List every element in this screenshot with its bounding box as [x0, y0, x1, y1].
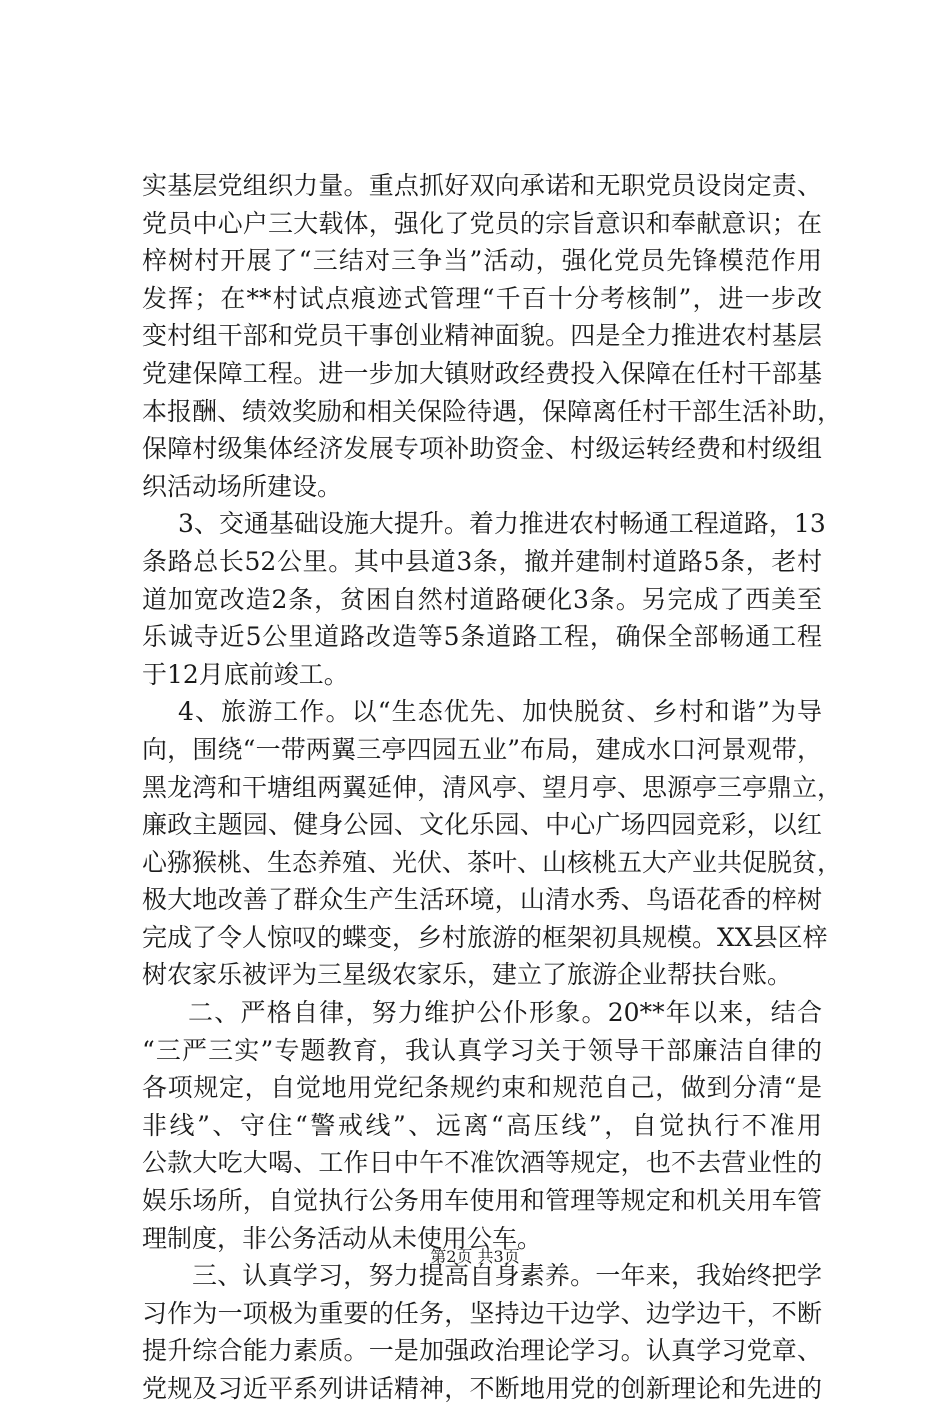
text-line: 廉政主题园、健身公园、文化乐园、中心广场四园竞彩，以红	[142, 810, 822, 840]
text-line: 梓树村开展了“三结对三争当”活动，强化党员先锋模范作用	[142, 246, 822, 276]
text-line: “三严三实”专题教育，我认真学习关于领导干部廉洁自律的	[142, 1035, 822, 1065]
document-body	[142, 167, 843, 1408]
text-line: 织活动场所建设。	[142, 471, 343, 501]
text-line: 理制度，非公务活动从未使用公车。	[142, 1223, 543, 1253]
paragraph-start: 三、认真学习，努力提高自身素养。一年来，我始终把学	[192, 1261, 822, 1291]
text-line: 本报酬、绩效奖励和相关保险待遇，保障离任村干部生活补助，	[142, 396, 843, 426]
text-line: 公款大吃大喝、工作日中午不准饮酒等规定，也不去营业性的	[142, 1148, 822, 1178]
text-line: 党规及习近平系列讲话精神，不断地用党的创新理论和先进的	[142, 1374, 822, 1403]
text-line: 各项规定，自觉地用党纪条规约束和规范自己，做到分清“是	[142, 1073, 822, 1103]
paragraph-start: 4、旅游工作。以“生态优先、加快脱贫、乡村和谐”为导	[178, 697, 822, 727]
text-line: 乐诚寺近5公里道路改造等5条道路工程，确保全部畅通工程	[142, 622, 822, 652]
text-line: 党建保障工程。进一步加大镇财政经费投入保障在任村干部基	[142, 358, 822, 388]
text-line: 极大地改善了群众生产生活环境，山清水秀、鸟语花香的梓树	[142, 885, 822, 915]
text-line: 黑龙湾和干塘组两翼延伸，清风亭、望月亭、思源亭三亭鼎立，	[142, 772, 843, 802]
paragraph-start: 3、交通基础设施大提升。着力推进农村畅通工程道路，13	[178, 509, 826, 539]
text-line: 向，围绕“一带两翼三亭四园五业”布局，建成水口河景观带，	[142, 734, 822, 764]
text-line: 条路总长52公里。其中县道3条，撤并建制村道路5条，老村	[142, 546, 822, 576]
text-line: 完成了令人惊叹的蝶变，乡村旅游的框架初具规模。XX县区梓	[142, 922, 828, 952]
text-line: 心猕猴桃、生态养殖、光伏、茶叶、山核桃五大产业共促脱贫，	[142, 847, 843, 877]
paragraph-start: 二、严格自律，努力维护公仆形象。20**年以来，结合	[188, 998, 822, 1028]
text-line: 提升综合能力素质。一是加强政治理论学习。认真学习党章、	[142, 1336, 822, 1366]
text-line: 道加宽改造2条，贫困自然村道路硬化3条。另完成了西美至	[142, 584, 822, 614]
text-line: 树农家乐被评为三星级农家乐，建立了旅游企业帮扶台账。	[142, 960, 793, 990]
text-line: 变村组干部和党员干事创业精神面貌。四是全力推进农村基层	[142, 321, 822, 351]
text-line: 习作为一项极为重要的任务，坚持边干边学、边学边干，不断	[142, 1298, 822, 1328]
page-number-footer: 第2页 共3页	[430, 1247, 520, 1266]
text-line: 娱乐场所，自觉执行公务用车使用和管理等规定和机关用车管	[142, 1186, 822, 1216]
text-line: 党员中心户三大载体，强化了党员的宗旨意识和奉献意识；在	[142, 208, 822, 238]
text-line: 实基层党组织力量。重点抓好双向承诺和无职党员设岗定责、	[142, 171, 822, 200]
text-line: 非线”、守住“警戒线”、远离“高压线”，自觉执行不准用	[142, 1110, 822, 1140]
text-line: 保障村级集体经济发展专项补助资金、村级运转经费和村级组	[142, 434, 822, 464]
text-line: 于12月底前竣工。	[142, 659, 349, 689]
text-line: 发挥；在**村试点痕迹式管理“千百十分考核制”，进一步改	[142, 283, 822, 313]
